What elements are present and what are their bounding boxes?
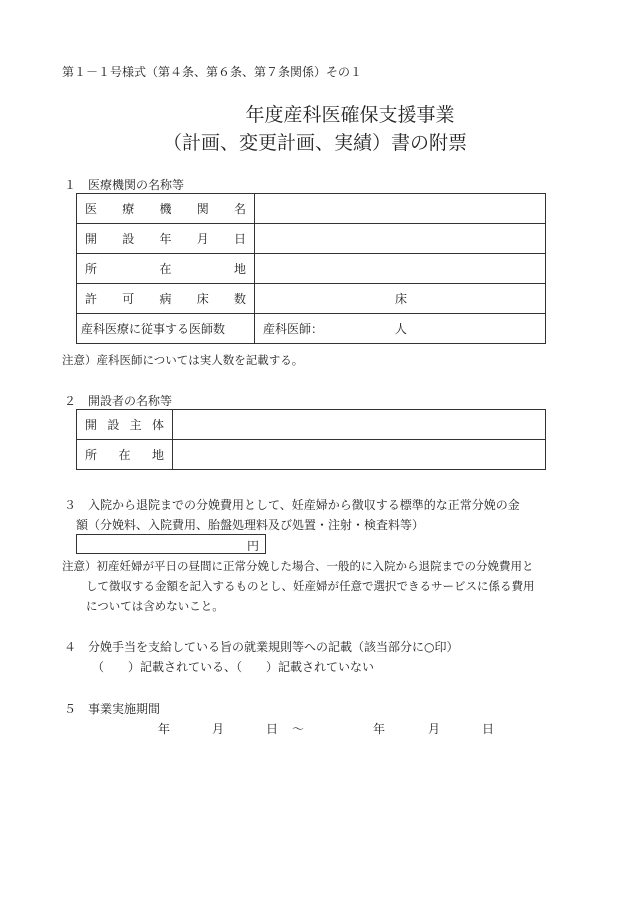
establishment-date-field[interactable] <box>255 224 546 254</box>
end-day-label: 日 <box>482 722 495 736</box>
obstetrician-count-field[interactable] <box>255 314 546 344</box>
institution-name-field[interactable] <box>255 194 546 224</box>
section3-note-line1: 注意）初産妊婦が平日の昼間に正常分娩した場合、一般的に入院から退院までの分娩費用と <box>62 559 534 573</box>
document-title-line2: （計画、変更計画、実績）書の附票 <box>162 132 467 154</box>
address-field[interactable] <box>255 254 546 284</box>
section3-note-line3: については含めないこと。 <box>86 599 224 613</box>
form-number: 第１－１号様式（第４条、第６条、第７条関係）その１ <box>62 65 363 79</box>
section2-heading: ２ 開設者の名称等 <box>64 394 173 408</box>
table-row <box>77 410 546 440</box>
obstetrician-label: 産科医師： <box>263 322 324 336</box>
section3-line2: 額（分娩料、入院費用、胎盤処理料及び処置・注射・検査料等） <box>76 518 425 532</box>
section3-line1: ３ 入院から退院までの分娩費用として、妊産婦から徴収する標準的な正常分娩の金 <box>64 498 520 512</box>
row-label: 医 療 機 関 名 <box>77 194 255 224</box>
row-label: 産科医療に従事する医師数 <box>77 314 255 344</box>
section4-line1: ４ 分娩手当を支給している旨の就業規則等への記載（該当部分に○印） <box>64 640 459 654</box>
yen-unit: 円 <box>246 539 259 553</box>
section3-note-line2: して徴収する金額を記入するものとし、妊産婦が任意で選択できるサービスに係る費用 <box>86 579 535 593</box>
persons-unit: 人 <box>394 322 407 336</box>
founder-table <box>76 409 546 470</box>
table-row <box>77 284 546 314</box>
medical-institution-table <box>76 193 546 344</box>
section1-note: 注意）産科医師については実人数を記載する。 <box>62 353 304 367</box>
section5-heading: ５ 事業実施期間 <box>64 702 161 716</box>
table-row <box>77 440 546 470</box>
document-title-line1: 年度産科医確保支援事業 <box>245 104 455 126</box>
table-row <box>77 194 546 224</box>
row-label: 許 可 病 床 数 <box>77 284 255 314</box>
row-label: 所 在 地 <box>77 254 255 284</box>
section4-options[interactable]: （ ）記載されている、（ ）記載されていない <box>92 660 375 674</box>
delivery-fee-field[interactable] <box>76 534 266 554</box>
start-day-label: 日 <box>266 722 279 736</box>
end-month-label: 月 <box>428 722 441 736</box>
row-label: 開 設 主 体 <box>77 410 173 440</box>
start-year-label: 年 <box>158 722 171 736</box>
table-row <box>77 254 546 284</box>
row-label: 所 在 地 <box>77 440 173 470</box>
table-row <box>77 224 546 254</box>
row-label: 開 設 年 月 日 <box>77 224 255 254</box>
beds-unit: 床 <box>395 292 408 306</box>
section1-heading: １ 医療機関の名称等 <box>64 178 185 192</box>
table-row <box>77 314 546 344</box>
start-month-label: 月 <box>212 722 225 736</box>
end-year-label: 年 <box>373 722 386 736</box>
founder-entity-field[interactable] <box>173 410 546 440</box>
licensed-beds-field[interactable] <box>255 284 546 314</box>
period-tilde: ～ <box>292 722 305 736</box>
founder-address-field[interactable] <box>173 440 546 470</box>
